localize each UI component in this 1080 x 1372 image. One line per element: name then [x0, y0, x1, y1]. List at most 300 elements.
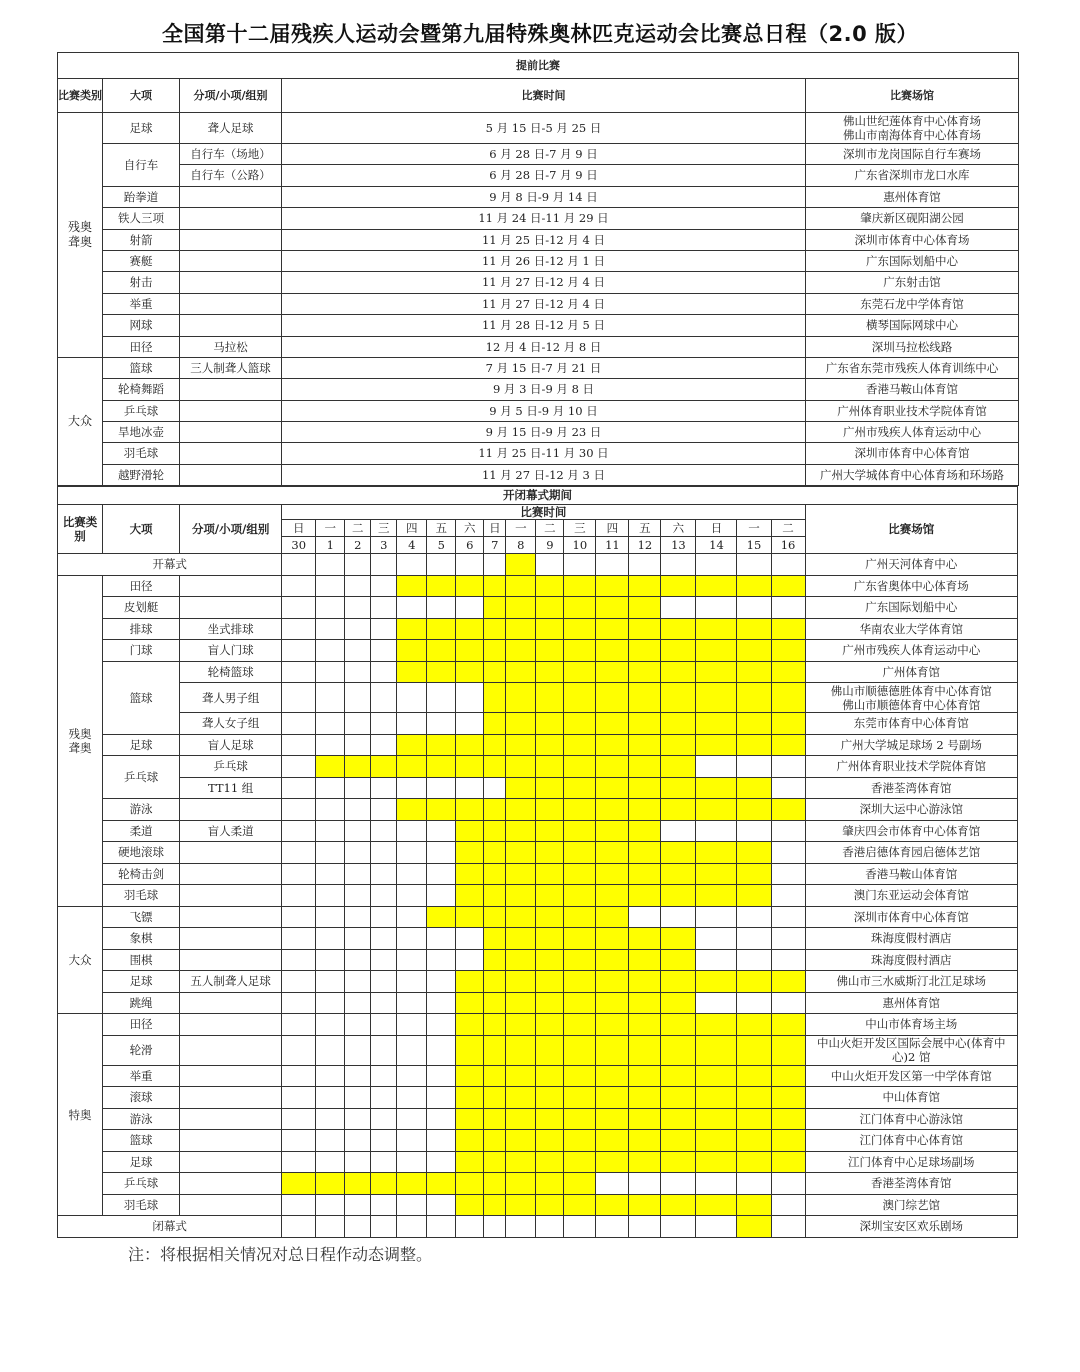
- day-cell: [345, 661, 371, 683]
- day-cell: [345, 1108, 371, 1130]
- day-cell: [371, 777, 397, 799]
- table-row: [58, 1151, 1018, 1173]
- day-cell: [371, 1065, 397, 1087]
- table-row: [58, 113, 1019, 144]
- scheduled-day-cell: [596, 618, 629, 640]
- day-cell: [427, 1014, 456, 1036]
- day-cell: [427, 971, 456, 993]
- scheduled-day-cell: [737, 1108, 771, 1130]
- venue-cell: 香港马鞍山体育馆: [806, 379, 1019, 400]
- scheduled-day-cell: [696, 1151, 737, 1173]
- scheduled-day-cell: [629, 618, 661, 640]
- scheduled-day-cell: [661, 1065, 696, 1087]
- event-cell: 跆拳道: [103, 186, 180, 207]
- scheduled-day-cell: [484, 906, 506, 928]
- sub-event-cell: [180, 928, 282, 950]
- closing-ceremony-label: 闭幕式: [58, 1216, 282, 1238]
- scheduled-day-cell: [737, 1216, 771, 1238]
- event-cell: 围棋: [103, 949, 180, 971]
- date-header: 30: [282, 537, 316, 554]
- event-cell: 轮椅击剑: [103, 863, 180, 885]
- category-cell: 大众: [58, 357, 103, 485]
- scheduled-day-cell: [696, 799, 737, 821]
- scheduled-day-cell: [596, 971, 629, 993]
- scheduled-day-cell: [564, 799, 596, 821]
- weekday-header: 五: [629, 520, 661, 537]
- day-cell: [456, 928, 484, 950]
- venue-cell: 华南农业大学体育馆: [805, 618, 1017, 640]
- day-cell: [316, 777, 345, 799]
- scheduled-day-cell: [506, 992, 536, 1014]
- day-cell: [371, 683, 397, 713]
- scheduled-day-cell: [596, 1035, 629, 1065]
- day-cell: [345, 683, 371, 713]
- scheduled-day-cell: [506, 1065, 536, 1087]
- scheduled-day-cell: [661, 928, 696, 950]
- day-cell: [316, 885, 345, 907]
- venue-cell: 广州天河体育中心: [805, 554, 1017, 576]
- day-cell: [536, 1216, 564, 1238]
- scheduled-day-cell: [629, 1151, 661, 1173]
- time-cell: 11 月 27 日-12 月 4 日: [282, 293, 806, 314]
- scheduled-day-cell: [596, 661, 629, 683]
- scheduled-day-cell: [661, 734, 696, 756]
- day-cell: [282, 928, 316, 950]
- event-cell: 游泳: [103, 1108, 180, 1130]
- time-cell: 11 月 26 日-12 月 1 日: [282, 250, 806, 271]
- scheduled-day-cell: [737, 1194, 771, 1216]
- day-cell: [397, 842, 427, 864]
- day-cell: [371, 597, 397, 619]
- scheduled-day-cell: [564, 575, 596, 597]
- scheduled-day-cell: [564, 949, 596, 971]
- scheduled-day-cell: [737, 618, 771, 640]
- scheduled-day-cell: [696, 640, 737, 662]
- scheduled-day-cell: [771, 1087, 805, 1109]
- event-cell: 铁人三项: [103, 208, 180, 229]
- table-row: [58, 906, 1018, 928]
- scheduled-day-cell: [696, 734, 737, 756]
- scheduled-day-cell: [506, 1173, 536, 1195]
- sub-event-cell: [180, 1194, 282, 1216]
- scheduled-day-cell: [564, 863, 596, 885]
- venue-cell: 香港马鞍山体育馆: [805, 863, 1017, 885]
- table-row: [58, 422, 1019, 443]
- day-cell: [771, 949, 805, 971]
- day-cell: [345, 906, 371, 928]
- sub-event-cell: [180, 293, 282, 314]
- day-cell: [282, 906, 316, 928]
- event-cell: 田径: [103, 575, 180, 597]
- event-cell: 羽毛球: [103, 1194, 180, 1216]
- day-cell: [427, 1151, 456, 1173]
- sub-event-cell: 三人制聋人篮球: [180, 357, 282, 378]
- scheduled-day-cell: [456, 1014, 484, 1036]
- scheduled-day-cell: [506, 575, 536, 597]
- scheduled-day-cell: [737, 971, 771, 993]
- venue-cell: 佛山市三水威斯汀北江足球场: [805, 971, 1017, 993]
- event-cell: 跳绳: [103, 992, 180, 1014]
- venue-cell: 广州大学城足球场 2 号副场: [805, 734, 1017, 756]
- scheduled-day-cell: [536, 640, 564, 662]
- time-cell: 9 月 15 日-9 月 23 日: [282, 422, 806, 443]
- scheduled-day-cell: [629, 1035, 661, 1065]
- scheduled-day-cell: [506, 1087, 536, 1109]
- scheduled-day-cell: [661, 713, 696, 735]
- day-cell: [397, 1087, 427, 1109]
- event-cell: 足球: [103, 971, 180, 993]
- scheduled-day-cell: [661, 971, 696, 993]
- scheduled-day-cell: [484, 1173, 506, 1195]
- day-cell: [282, 734, 316, 756]
- event-cell: 乒乓球: [103, 756, 180, 799]
- scheduled-day-cell: [629, 683, 661, 713]
- scheduled-day-cell: [456, 734, 484, 756]
- event-cell: 旱地冰壶: [103, 422, 180, 443]
- scheduled-day-cell: [596, 756, 629, 778]
- day-cell: [371, 713, 397, 735]
- scheduled-day-cell: [536, 928, 564, 950]
- category-cell: 残奥聋奥: [58, 113, 103, 358]
- scheduled-day-cell: [536, 949, 564, 971]
- time-cell: 9 月 5 日-9 月 10 日: [282, 400, 806, 421]
- day-cell: [696, 949, 737, 971]
- table-row: [58, 315, 1019, 336]
- scheduled-day-cell: [596, 777, 629, 799]
- day-cell: [282, 756, 316, 778]
- day-cell: [596, 1216, 629, 1238]
- scheduled-day-cell: [564, 971, 596, 993]
- time-cell: 11 月 25 日-11 月 30 日: [282, 443, 806, 464]
- day-cell: [427, 842, 456, 864]
- scheduled-day-cell: [771, 799, 805, 821]
- time-cell: 9 月 3 日-9 月 8 日: [282, 379, 806, 400]
- venue-cell: 广州体育职业技术学院体育馆: [806, 400, 1019, 421]
- day-cell: [371, 575, 397, 597]
- day-cell: [345, 1087, 371, 1109]
- table-row: [58, 357, 1019, 378]
- day-cell: [696, 1216, 737, 1238]
- day-cell: [345, 734, 371, 756]
- opening-ceremony-row: [58, 554, 1018, 576]
- table-row: [58, 683, 1018, 713]
- day-cell: [771, 885, 805, 907]
- day-cell: [345, 863, 371, 885]
- event-cell: 篮球: [103, 1130, 180, 1152]
- day-cell: [397, 1108, 427, 1130]
- scheduled-day-cell: [661, 618, 696, 640]
- scheduled-day-cell: [696, 575, 737, 597]
- day-cell: [397, 1035, 427, 1065]
- sub-event-cell: 盲人足球: [180, 734, 282, 756]
- sub-event-cell: [180, 443, 282, 464]
- scheduled-day-cell: [596, 949, 629, 971]
- day-cell: [316, 1014, 345, 1036]
- scheduled-day-cell: [427, 1173, 456, 1195]
- table-row: [58, 1065, 1018, 1087]
- scheduled-day-cell: [456, 1151, 484, 1173]
- date-header: 16: [771, 537, 805, 554]
- scheduled-day-cell: [484, 640, 506, 662]
- time-cell: 11 月 27 日-12 月 4 日: [282, 272, 806, 293]
- day-cell: [316, 1065, 345, 1087]
- day-cell: [345, 618, 371, 640]
- day-cell: [316, 661, 345, 683]
- scheduled-day-cell: [536, 992, 564, 1014]
- scheduled-day-cell: [506, 1130, 536, 1152]
- scheduled-day-cell: [484, 1087, 506, 1109]
- sub-event-cell: [180, 949, 282, 971]
- table-row: [58, 713, 1018, 735]
- sub-event-cell: 盲人柔道: [180, 820, 282, 842]
- opening-ceremony-label: 开幕式: [58, 554, 282, 576]
- time-cell: 11 月 27 日-12 月 3 日: [282, 464, 806, 485]
- event-cell: 举重: [103, 293, 180, 314]
- event-cell: 射箭: [103, 229, 180, 250]
- scheduled-day-cell: [564, 1130, 596, 1152]
- scheduled-day-cell: [596, 928, 629, 950]
- scheduled-day-cell: [397, 756, 427, 778]
- sub-event-cell: [180, 208, 282, 229]
- table-row: [58, 928, 1018, 950]
- scheduled-day-cell: [629, 799, 661, 821]
- scheduled-day-cell: [737, 1035, 771, 1065]
- day-cell: [427, 1087, 456, 1109]
- day-cell: [316, 618, 345, 640]
- table-row: [58, 186, 1019, 207]
- day-cell: [661, 597, 696, 619]
- scheduled-day-cell: [282, 1173, 316, 1195]
- venue-cell: 深圳宝安区欢乐剧场: [805, 1216, 1017, 1238]
- day-cell: [427, 885, 456, 907]
- scheduled-day-cell: [661, 1130, 696, 1152]
- games-schedule-table: [57, 486, 1018, 1238]
- day-cell: [427, 777, 456, 799]
- table-row: [58, 1087, 1018, 1109]
- scheduled-day-cell: [506, 1194, 536, 1216]
- scheduled-day-cell: [536, 1035, 564, 1065]
- scheduled-day-cell: [427, 618, 456, 640]
- day-cell: [282, 777, 316, 799]
- scheduled-day-cell: [564, 1108, 596, 1130]
- day-cell: [696, 597, 737, 619]
- scheduled-day-cell: [345, 756, 371, 778]
- sub-event-cell: [180, 315, 282, 336]
- day-cell: [316, 734, 345, 756]
- scheduled-day-cell: [564, 1087, 596, 1109]
- table-row: [58, 842, 1018, 864]
- scheduled-day-cell: [484, 1035, 506, 1065]
- scheduled-day-cell: [506, 1035, 536, 1065]
- day-cell: [345, 885, 371, 907]
- sub-event-cell: 聋人女子组: [180, 713, 282, 735]
- table-row: [58, 575, 1018, 597]
- day-cell: [696, 928, 737, 950]
- day-cell: [427, 949, 456, 971]
- day-cell: [371, 1194, 397, 1216]
- scheduled-day-cell: [536, 597, 564, 619]
- table-row: [58, 1173, 1018, 1195]
- scheduled-day-cell: [484, 1194, 506, 1216]
- scheduled-day-cell: [506, 713, 536, 735]
- scheduled-day-cell: [771, 1014, 805, 1036]
- scheduled-day-cell: [564, 618, 596, 640]
- footnote: 注：将根据相关情况对总日程作动态调整。: [128, 1245, 433, 1264]
- document-title: 全国第十二届残疾人运动会暨第九届特殊奥林匹克运动会比赛总日程（2.0 版）: [161, 22, 918, 46]
- scheduled-day-cell: [661, 842, 696, 864]
- scheduled-day-cell: [506, 949, 536, 971]
- scheduled-day-cell: [456, 820, 484, 842]
- scheduled-day-cell: [629, 1065, 661, 1087]
- day-cell: [484, 777, 506, 799]
- day-cell: [282, 618, 316, 640]
- weekday-header: 日: [696, 520, 737, 537]
- scheduled-day-cell: [737, 885, 771, 907]
- day-cell: [629, 1173, 661, 1195]
- scheduled-day-cell: [536, 863, 564, 885]
- time-cell: 11 月 25 日-12 月 4 日: [282, 229, 806, 250]
- sub-event-cell: [180, 1130, 282, 1152]
- venue-cell: 广东国际划船中心: [805, 597, 1017, 619]
- day-cell: [737, 906, 771, 928]
- sub-event-cell: [180, 379, 282, 400]
- day-cell: [661, 1173, 696, 1195]
- table-row: [58, 229, 1019, 250]
- scheduled-day-cell: [629, 640, 661, 662]
- event-cell: 门球: [103, 640, 180, 662]
- day-cell: [345, 971, 371, 993]
- day-cell: [564, 1216, 596, 1238]
- day-cell: [427, 928, 456, 950]
- day-cell: [371, 640, 397, 662]
- day-cell: [771, 756, 805, 778]
- day-cell: [536, 554, 564, 576]
- scheduled-day-cell: [506, 683, 536, 713]
- sub-event-cell: 聋人男子组: [180, 683, 282, 713]
- day-cell: [629, 906, 661, 928]
- scheduled-day-cell: [596, 799, 629, 821]
- venue-cell: 深圳马拉松线路: [806, 336, 1019, 357]
- scheduled-day-cell: [506, 618, 536, 640]
- header-event: 大项: [103, 79, 180, 113]
- venue-cell: 佛山市顺德德胜体育中心体育馆 佛山市顺德体育中心体育馆: [805, 683, 1017, 713]
- scheduled-day-cell: [737, 575, 771, 597]
- day-cell: [345, 799, 371, 821]
- scheduled-day-cell: [397, 799, 427, 821]
- date-header: 3: [371, 537, 397, 554]
- table-row: [58, 293, 1019, 314]
- scheduled-day-cell: [506, 863, 536, 885]
- scheduled-day-cell: [536, 661, 564, 683]
- scheduled-day-cell: [564, 756, 596, 778]
- day-cell: [282, 992, 316, 1014]
- venue-cell: 江门体育中心体育馆: [805, 1130, 1017, 1152]
- header-venue: 比赛场馆: [805, 505, 1017, 554]
- table-row: [58, 443, 1019, 464]
- day-cell: [371, 928, 397, 950]
- scheduled-day-cell: [506, 777, 536, 799]
- scheduled-day-cell: [536, 906, 564, 928]
- day-cell: [371, 799, 397, 821]
- scheduled-day-cell: [536, 734, 564, 756]
- sub-event-cell: [180, 992, 282, 1014]
- scheduled-day-cell: [596, 1065, 629, 1087]
- scheduled-day-cell: [661, 863, 696, 885]
- day-cell: [371, 1130, 397, 1152]
- category-cell: 残奥聋奥: [58, 575, 103, 906]
- day-cell: [771, 820, 805, 842]
- day-cell: [737, 820, 771, 842]
- day-cell: [345, 1194, 371, 1216]
- scheduled-day-cell: [629, 820, 661, 842]
- scheduled-day-cell: [536, 777, 564, 799]
- scheduled-day-cell: [771, 1108, 805, 1130]
- scheduled-day-cell: [536, 756, 564, 778]
- event-cell: 轮椅舞蹈: [103, 379, 180, 400]
- scheduled-day-cell: [696, 661, 737, 683]
- scheduled-day-cell: [737, 1087, 771, 1109]
- scheduled-day-cell: [536, 1087, 564, 1109]
- table-row: [58, 971, 1018, 993]
- day-cell: [345, 949, 371, 971]
- scheduled-day-cell: [456, 575, 484, 597]
- day-cell: [371, 906, 397, 928]
- scheduled-day-cell: [564, 1151, 596, 1173]
- venue-cell: 广州体育职业技术学院体育馆: [805, 756, 1017, 778]
- sub-event-cell: [180, 1014, 282, 1036]
- day-cell: [397, 777, 427, 799]
- scheduled-day-cell: [484, 713, 506, 735]
- day-cell: [371, 949, 397, 971]
- sub-event-cell: 自行车（公路）: [180, 165, 282, 186]
- day-cell: [771, 554, 805, 576]
- sub-event-cell: TT11 组: [180, 777, 282, 799]
- scheduled-day-cell: [596, 1014, 629, 1036]
- scheduled-day-cell: [564, 1035, 596, 1065]
- day-cell: [345, 554, 371, 576]
- day-cell: [371, 734, 397, 756]
- scheduled-day-cell: [629, 1108, 661, 1130]
- scheduled-day-cell: [484, 1065, 506, 1087]
- scheduled-day-cell: [696, 1194, 737, 1216]
- scheduled-day-cell: [771, 683, 805, 713]
- day-cell: [484, 1216, 506, 1238]
- section-title-games: 开闭幕式期间: [58, 487, 1018, 505]
- scheduled-day-cell: [456, 863, 484, 885]
- scheduled-day-cell: [484, 949, 506, 971]
- day-cell: [371, 1014, 397, 1036]
- day-cell: [506, 1216, 536, 1238]
- table-row: [58, 1130, 1018, 1152]
- table-row: [58, 863, 1018, 885]
- scheduled-day-cell: [397, 618, 427, 640]
- event-cell: 乒乓球: [103, 1173, 180, 1195]
- table-row: [58, 992, 1018, 1014]
- scheduled-day-cell: [696, 842, 737, 864]
- sub-event-cell: [180, 597, 282, 619]
- day-cell: [397, 928, 427, 950]
- event-cell: 篮球: [103, 661, 180, 734]
- scheduled-day-cell: [629, 885, 661, 907]
- day-cell: [696, 1173, 737, 1195]
- scheduled-day-cell: [564, 713, 596, 735]
- day-cell: [456, 1216, 484, 1238]
- day-cell: [316, 597, 345, 619]
- day-cell: [345, 820, 371, 842]
- event-cell: 飞镖: [103, 906, 180, 928]
- day-cell: [771, 777, 805, 799]
- event-cell: 柔道: [103, 820, 180, 842]
